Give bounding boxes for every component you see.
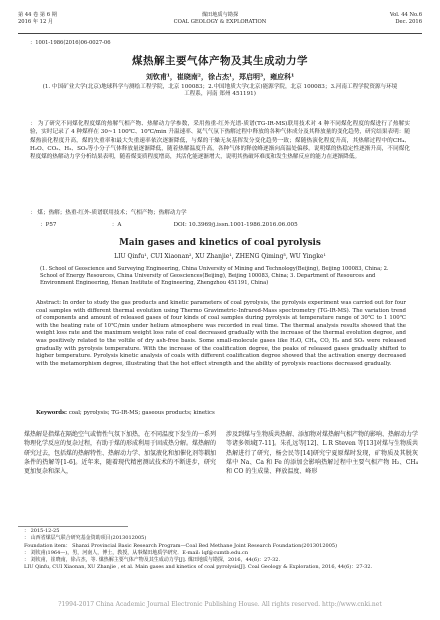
doi: DOI: 10.3969/j.issn.1001-1986.2016.06.005 — [173, 222, 298, 228]
affiliations-cn: (1. 中国矿业大学(北京)地球科学与测绘工程学院，北京 100083；2.中国地质大学(北京)能源学院，北京 100083；3.河南工程学院资源与环境工程系，河南 郑州 451191) — [42, 84, 398, 98]
journal-title-en: COAL GEOLOGY & EXPLORATION — [173, 19, 267, 25]
header-rule — [18, 33, 422, 34]
authors-en: LIU Qinfu¹, CUI Xiaonan², XU Zhanjie¹, ZHENG Qiming³, WU Yingke¹ — [114, 253, 326, 260]
title-en: Main gases and kinetics of coal pyrolysis — [119, 238, 321, 248]
title-cn: 煤热解主要气体产物及其生成动力学 — [132, 55, 308, 67]
footnote-rule — [18, 526, 128, 527]
authors-cn: 刘钦甫¹，崔晓南²，徐占杰¹，郑启明³，雍应科¹ — [145, 72, 295, 81]
citation-en: LIU Qinfu, CUI Xiaonan, XU Zhanjie , et al. Main gases and kinetics of coal pyrolysis[J]. Coal Geology & Exploration, 2016, 44(6)：27-32. — [24, 564, 373, 571]
keywords-cn-block — [30, 208, 410, 216]
affiliations-en: (1. School of Geoscience and Surveying Engineering, China University of Mining and Technology(Beijing), Beijing 100083, China; 2. School of Energy Resources, China University of Geosciences(Beijing), Beijing 100083, China; 3. Department of Resources and Environment Engineering, Henan Institute of Engineering, Zhengzhou 451191, China) — [40, 266, 389, 286]
keywords-en-label: Keywords: — [36, 410, 67, 416]
keywords-cn-label: ： — [30, 210, 36, 216]
date-en: Dec. 2016 — [395, 19, 422, 25]
author-bio-cn: ： 刘钦甫(1964—)，男，河南人，博士，教授，从事煤田地质学研究．E-mail: lqf@cumtb.edu.cn — [24, 549, 249, 556]
received-date: ： 2015-12-25 — [24, 528, 60, 534]
volume-en: Vol. 44 No.6 — [389, 12, 422, 18]
citation-cn: ： 刘钦甫，崔晓南，徐占杰，等. 煤热解主要气体产物及其生成动力学[J]. 煤田地质与勘探，2016，44(6)：27-32. — [24, 557, 281, 564]
volume-cn: 第 44 卷 第 6 期 — [18, 12, 57, 18]
classification-block — [40, 220, 400, 228]
header-right — [342, 12, 422, 26]
footnotes — [24, 528, 416, 572]
abstract-en: Abstract: In order to study the gas products and kinetic parameters of coal pyrolysis, the pyrolysis experiment was carried out for four coal samples with different thermal evolution using Thermo Gravimetric-Infrared-Mass spectrometry (TG-IR-MS). The variation trend of components and amount of released gases of four kinds of coal samples during pyrolysis at temperature range of 30℃ to 1 100℃ with the heating rate of 10℃/min under helium atmosphere was recorded in real time. The thermal analysis results showed that the weight loss rate and the maximum weight loss rate of coal decreased gradually with the increase of the thermal evolution degree, and was positively related to the voltile of dry ash-free basis. Some small-molecule gases like H₂O, CH₄, CO, H₂ and SO₂ were released gradually with pyrolysis temperature. With the increase of the coalification degree, the peaks of released gases gradually shifted to higher temperature. Pyrolysis kinetic analysis of coals with different coalification degree showed that the activation energy decreased with the metamorphism degree, illustrating that the hot effect strength and the ability of pyrolysis reactions decreased gradually. — [36, 300, 406, 367]
clc-number: ：P57 — [40, 222, 57, 228]
page-header — [0, 12, 440, 34]
journal-title-cn: 煤田地质与勘探 — [201, 12, 239, 18]
header-left — [18, 12, 88, 26]
keywords-en-block — [36, 410, 406, 416]
article-id: ：1001-1986(2016)06-0027-06 — [30, 40, 111, 46]
keywords-en: coal; pyrolysis; TG-IR-MS; gaseous products; kinetics — [68, 410, 215, 416]
copyright-footer: ?1994-2017 China Academic Journal Electronic Publishing House. All rights reserved. http://www.cnki.net — [58, 601, 382, 608]
fund-cn: ： 山西省煤层气联合研究基金资助项目(2013012005) — [24, 535, 147, 542]
fund-en: Foundation item： Shanxi Provincial Basic Research Program—Coal Bed Methane Joint Research Foundation(2013012005) — [24, 542, 338, 549]
body-column-left: 煤热解是指煤在隔绝空气或惰性气氛下加热，在不同温度下发生的一系列物理化学反应的复杂过程，有助于煤的形成利用于固成热分解。煤热解的研究过去，包括煤的热解特性、热解动力学、加氢液化和加催化剂等耦加条件的热解等[1-6]。近年来，随着现代精密测试技术的不断进步，研究更加复杂和深入， — [24, 431, 217, 476]
body-column-right: 涉及到煤与生物质共热解、添加物对煤热解气相产物的影响、热解动力学等诸多领域[7-11]。朱孔远等[12]、L R Steven 等[13]对煤与生物质共热解进行了研究，杨会民等[14]研究宁夏原煤时发现，矿物质及其脱灰煤中 Na、Ca 和 Fe 的添加会影响热解过程中主要气相产物 H₂、CH₄ 和 CO 的生成量、释放温度、峰形 — [226, 431, 419, 476]
keywords-cn: 煤；热解；热重-红外-质谱联用技术；气相产物；热解动力学 — [37, 210, 187, 216]
date-cn: 2016 年 12 月 — [18, 19, 54, 25]
abstract-cn: ： 为了研究不同煤化程度煤的热解气相产物、热解动力学参数，采用热重-红外光谱-质谱(TG-IR-MS)联用技术对 4 种不同煤化程度的煤进行了热解实验，实时记录了 4 种煤样在 30~1 100℃、10℃/min 升温速率、氦气气氛下热解过程中释放的各种气体成分及其释放量的变化趋势，研究结果表明：随煤热演化程度升高，煤的失重率和最大失重速率依次逐渐降低，与煤的干燥无灰基挥发分变化趋势一致；煤随热演化程度升高，其热解过程中的CH₄、H₂O、CO₂、H₂、SO₂等小分子气体释放量逐渐降低，随着热解温度升高，各种气体的释放峰逐渐向高温处偏移。说明煤的热稳定性逐渐升高，不同煤化程度煤的热解动力学分析结果表明，随着煤变质程度增高，其活化能逐渐增大，说明其热破坏难度和发生热解反应的能力在逐渐降低。 — [30, 121, 410, 161]
doc-code: ：A — [111, 222, 122, 228]
header-center — [140, 12, 300, 26]
